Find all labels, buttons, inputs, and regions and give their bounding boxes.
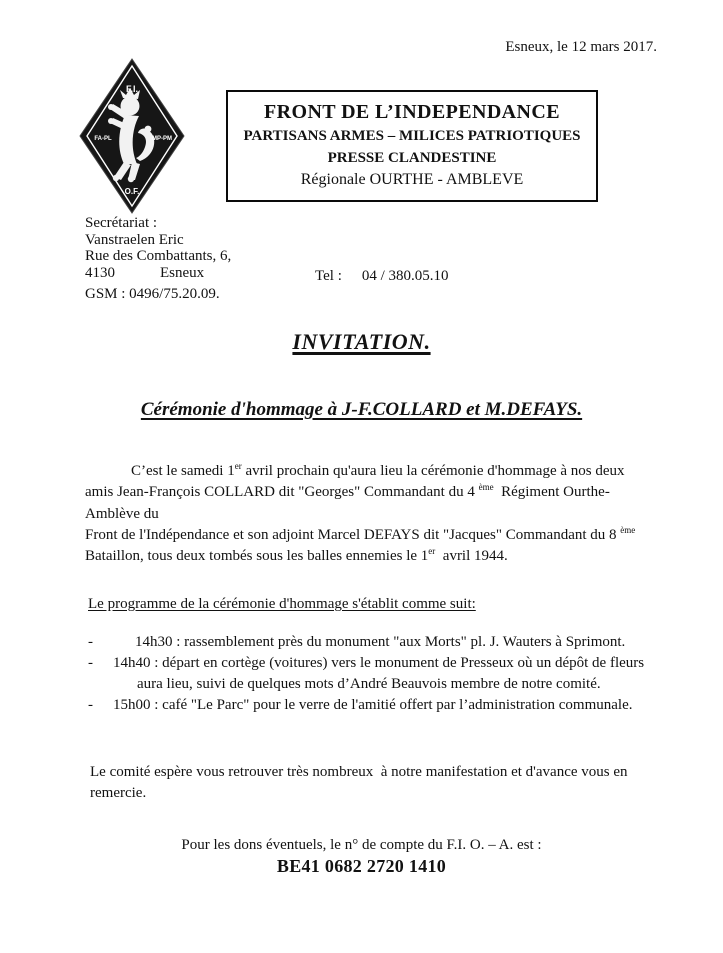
org-regional: Régionale OURTHE - AMBLEVE	[300, 171, 524, 188]
fi-diamond-logo	[78, 57, 186, 215]
tel-line	[315, 268, 449, 285]
programme-item	[88, 695, 673, 716]
org-name: FRONT DE L’INDEPENDANCE	[264, 101, 560, 123]
secretariat-label: Secrétariat :	[85, 215, 158, 231]
programme-heading: Le programme de la cérémonie d'hommage s'établit comme suit:	[88, 596, 476, 612]
tel-number: 04 / 380.05.10	[361, 268, 449, 284]
list-dash: -	[88, 697, 93, 713]
programme-item-text: 15h00 : café "Le Parc" pour le verre de l'amitié offert par l’administration communale.	[113, 697, 633, 713]
city: Esneux	[160, 264, 205, 281]
list-dash: -	[88, 655, 93, 671]
postal-code: 4130	[85, 264, 115, 281]
logo-text-left: FA-PL	[94, 136, 112, 142]
tel-label: Tel :	[315, 268, 342, 284]
org-subtitle-1: PARTISANS ARMES – MILICES PATRIOTIQUES	[243, 128, 581, 144]
gsm-line: GSM : 0496/75.20.09.	[85, 286, 220, 302]
secretariat-city-line	[85, 265, 231, 282]
donation-line: Pour les dons éventuels, le n° de compte du F.I. O. – A. est :	[181, 837, 542, 853]
programme-list	[88, 632, 673, 716]
organization-header-box	[226, 90, 598, 202]
programme-item	[88, 653, 673, 695]
logo-text-top: F.I.	[125, 84, 139, 94]
secretariat-name: Vanstraelen Eric	[85, 231, 184, 248]
programme-item-text: 14h40 : départ en cortège (voitures) vers le monument de Presseux où un dépôt de fleurs aura lieu, suivi de quelques mots d’André Beauvois membre de notre comité.	[113, 655, 645, 692]
programme-item-text: 14h30 : rassemblement près du monument "aux Morts" pl. J. Wauters à Sprimont.	[135, 634, 626, 650]
org-subtitle-2: PRESSE CLANDESTINE	[327, 150, 497, 166]
secretariat-street: Rue des Combattants, 6,	[85, 248, 232, 264]
logo-text-right: MP-PM	[152, 136, 172, 142]
closing-paragraph: Le comité espère vous retrouver très nombreux à notre manifestation et d'avance vous en remercie.	[90, 764, 628, 802]
invitation-heading: INVITATION.	[292, 329, 431, 354]
intro-paragraph: C’est le samedi 1er avril prochain qu'aura lieu la cérémonie d'hommage à nos deux amis Jean-François COLLARD dit "Georges" Commandant du 4 $^{ème}$ Régiment Ourthe- Amblève du Front de l'Indépendance et son adjoint Marcel DEFAYS dit "Jacques" Commandant du 8 $^{ème}$ Bataillon, tous deux tombés sous les balles ennemies le 1er avril 1944.	[85, 461, 636, 565]
ceremony-title: Cérémonie d'hommage à J-F.COLLARD et M.DEFAYS.	[140, 399, 583, 420]
secretariat-block	[85, 215, 231, 281]
list-dash: -	[88, 634, 93, 650]
account-number: BE41 0682 2720 1410	[276, 856, 447, 876]
date-line: Esneux, le 12 mars 2017.	[505, 39, 657, 55]
logo-text-bottom: O.F.	[124, 187, 140, 196]
programme-item	[88, 632, 673, 653]
